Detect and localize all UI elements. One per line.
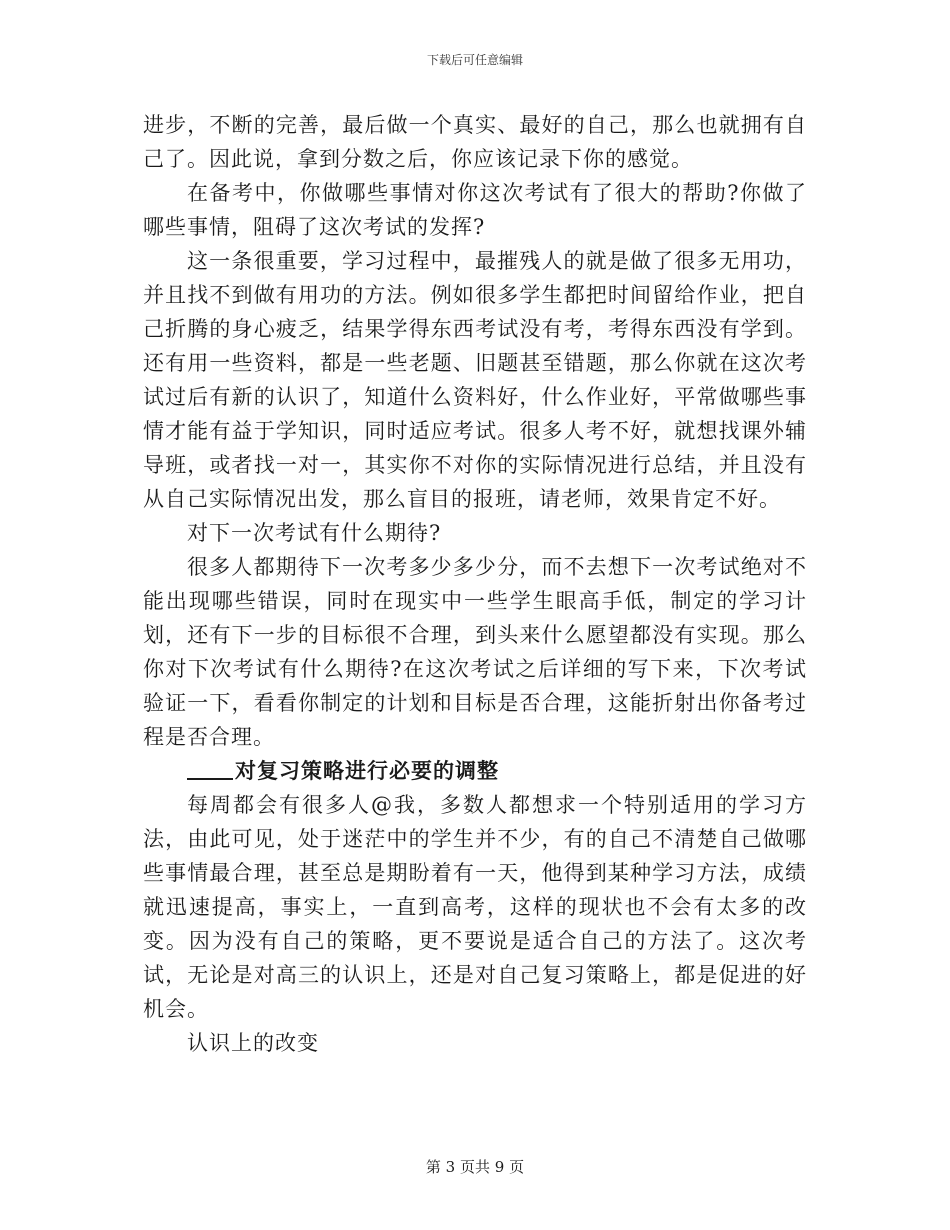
blank-underline bbox=[187, 756, 233, 780]
section-heading-text: 对复习策略进行必要的调整 bbox=[235, 758, 499, 783]
paragraph-1: 进步，不断的完善，最后做一个真实、最好的自己，那么也就拥有自己了。因此说，拿到分数之后，你应该记录下你的感觉。 bbox=[143, 113, 807, 171]
section-heading bbox=[143, 754, 807, 788]
paragraph-7: 认识上的改变 bbox=[187, 1031, 319, 1055]
page-footer: 第 3 页共 9 页 bbox=[425, 1158, 525, 1176]
paragraph-3: 这一条很重要，学习过程中，最摧残人的就是做了很多无用功，并且找不到做有用功的方法。例如很多学生都把时间留给作业，把自己折腾的身心疲乏，结果学得东西考试没有考，考得东西没有学到。还有用一些资料，都是一些老题、旧题甚至错题，那么你就在这次考试过后有新的认识了，知道什么资料好，什么作业好，平常做哪些事情才能有益于学知识，同时适应考试。很多人考不好，就想找课外辅导班，或者找一对一，其实你不对你的实际情况进行总结，并且没有从自己实际情况出发，那么盲目的报班，请老师，效果肯定不好。 bbox=[143, 249, 807, 511]
paragraph-4: 对下一次考试有什么期待? bbox=[187, 521, 442, 545]
paragraph-2: 在备考中，你做哪些事情对你这次考试有了很大的帮助?你做了哪些事情，阻碍了这次考试的发挥? bbox=[143, 181, 807, 239]
document-body bbox=[143, 108, 807, 1060]
paragraph-6: 每周都会有很多人@我，多数人都想求一个特别适用的学习方法，由此可见，处于迷茫中的学生并不少，有的自己不清楚自己做哪些事情最合理，甚至总是期盼着有一天，他得到某种学习方法，成绩就迅速提高，事实上，一直到高考，这样的现状也不会有太多的改变。因为没有自己的策略，更不要说是适合自己的方法了。这次考试，无论是对高三的认识上，还是对自己复习策略上，都是促进的好机会。 bbox=[143, 793, 807, 1021]
paragraph-5: 很多人都期待下一次考多少多少分，而不去想下一次考试绝对不能出现哪些错误，同时在现实中一些学生眼高手低，制定的学习计划，还有下一步的目标很不合理，到头来什么愿望都没有实现。那么你对下次考试有什么期待?在这次考试之后详细的写下来，下次考试验证一下，看看你制定的计划和目标是否合理，这能折射出你备考过程是否合理。 bbox=[143, 555, 807, 749]
page-header: 下载后可任意编辑 bbox=[426, 53, 523, 67]
